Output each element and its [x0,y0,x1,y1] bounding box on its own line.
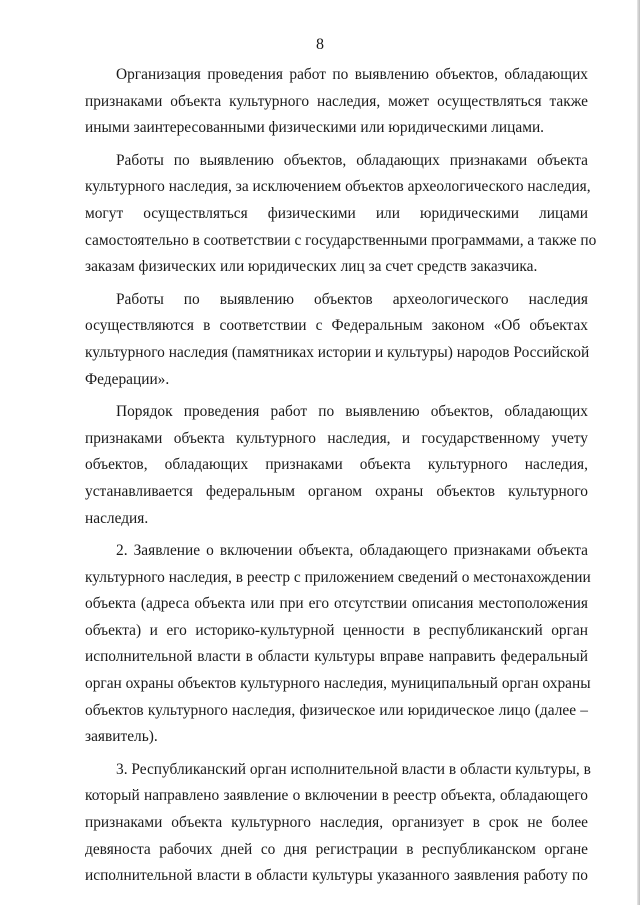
text-line: который направлено заявление о включении в реестр объекта, обладающего [85,787,588,805]
text-line: признаками объекта культурного наследия, организует в срок не более [85,814,588,832]
text-line: иными заинтересованными физическими или юридическими лицами. [85,119,545,137]
paragraph-archaeological [85,287,588,393]
document-body [85,62,597,896]
text-line: Работы по выявлению объектов, обладающих признаками объекта [116,151,588,169]
text-line: заявитель). [85,728,158,746]
paragraph-item-3 [85,757,591,890]
text-line: культурного наследия, за исключением объектов археологического наследия, [85,178,591,196]
paragraph-procedure [85,399,588,532]
text-line: признаками объекта культурного наследия, и государственному учету [85,429,588,447]
text-line: девяноста рабочих дней со дня регистрации в республиканском органе [85,840,588,858]
paragraph-item-2 [85,538,591,751]
text-line: культурного наследия (памятниках истории и культуры) народов Российской [85,343,590,361]
text-line: Федерации». [85,370,170,388]
text-line: заказам физических или юридических лиц за счет средств заказчика. [85,258,538,276]
paragraph-identification-works [85,148,597,281]
text-line: объектов, обладающих признаками объекта культурного наследия, [85,456,588,474]
page-number: 8 [316,36,324,53]
text-line: объекта) и его историко-культурной ценности в республиканский орган [85,621,588,639]
text-line: могут осуществляться физическими или юридическими лицами [85,204,588,222]
text-line: устанавливается федеральным органом охраны объектов культурного [85,482,588,500]
text-line: наследия. [85,509,149,527]
text-line: объектов культурного наследия, физическое или юридическое лицо (далее – [85,701,588,719]
paragraph-organization [85,62,588,142]
text-line: объекта (адреса объекта или при его отсутствии описания местоположения [85,595,588,613]
text-line: 2. Заявление о включении объекта, обладающего признаками объекта [116,542,588,560]
text-line: 3. Республиканский орган исполнительной власти в области культуры, в [116,760,591,778]
text-line: самостоятельно в соответствии с государственными программами, а также по [85,231,597,249]
text-line: исполнительной власти в области культуры указанного заявления работу по [85,867,588,885]
text-line: осуществляются в соответствии с Федеральным законом «Об объектах [85,317,588,335]
text-line: культурного наследия, в реестр с приложением сведений о местонахождении [85,568,591,586]
text-line: орган охраны объектов культурного наследия, муниципальный орган охраны [85,675,591,693]
text-line: Порядок проведения работ по выявлению объектов, обладающих [116,403,588,421]
text-line: признаками объекта культурного наследия, может осуществляться также [85,92,588,110]
text-line: Работы по выявлению объектов археологического наследия [116,290,588,308]
text-line: исполнительной власти в области культуры вправе направить федеральный [85,648,588,666]
text-line: Организация проведения работ по выявлению объектов, обладающих [116,66,588,83]
